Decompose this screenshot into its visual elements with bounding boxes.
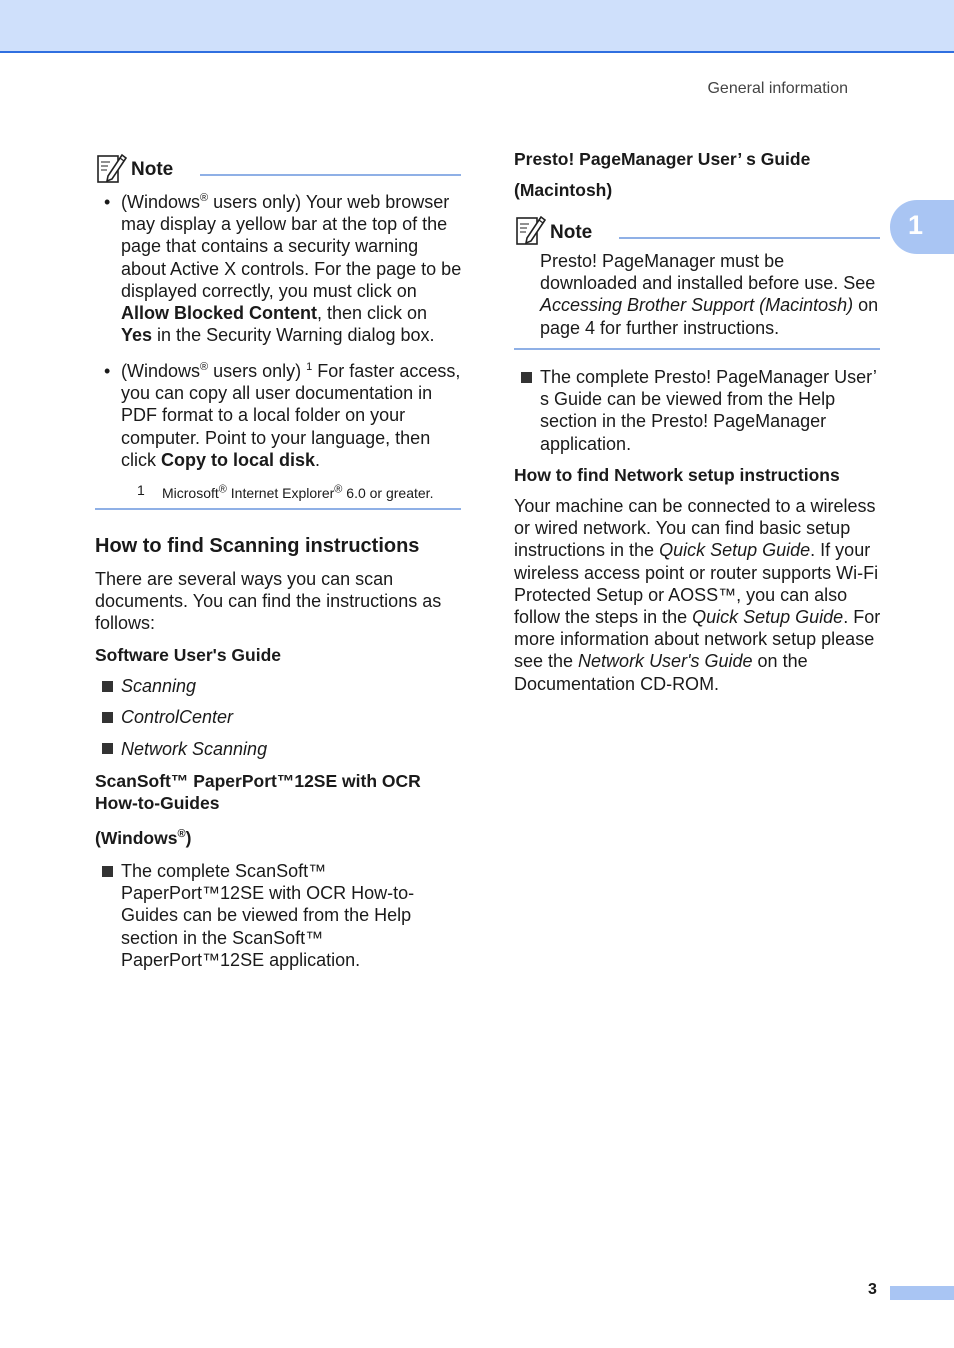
top-header-band	[0, 0, 954, 53]
software-item-scanning: Scanning	[121, 676, 197, 696]
software-item-controlcenter: ControlCenter	[121, 707, 234, 727]
presto-heading-line2: (Macintosh)	[514, 180, 613, 200]
chapter-tab	[890, 200, 954, 254]
network-paragraph: Your machine can be connected to a wireless or wired network. You can find basic setup instructions in the Quick Setup Guide. If your wireless access point or router supports Wi-Fi Protected Setup or AOSS™, you can also follow the steps in the Quick Setup Guide. For more information about network setup please see the Network User's Guide on the Documentation CD-ROM.	[514, 496, 881, 694]
note-top-rule	[619, 237, 880, 239]
note-pencil-icon	[96, 152, 128, 184]
scanning-intro: There are several ways you can scan documents. You can find the instructions as follows:	[95, 569, 442, 634]
running-head: General information	[707, 80, 848, 97]
presto-heading-line1: Presto! PageManager User’ s Guide	[514, 149, 811, 169]
software-item-network-scanning: Network Scanning	[121, 739, 268, 759]
scansoft-heading-line1: ScanSoft™ PaperPort™12SE with OCR	[95, 771, 421, 791]
software-guide-heading: Software User's Guide	[95, 645, 282, 665]
note-title: Note	[131, 159, 174, 180]
copy-to-local-disk-label: Copy to local disk	[161, 449, 316, 470]
footnote-number: 1	[137, 482, 145, 498]
scansoft-item: The complete ScanSoft™ PaperPort™12SE with OCR How-to-Guides can be viewed from the Help section in the ScanSoft™ PaperPort™12SE application.	[121, 861, 415, 970]
note-top-rule	[200, 174, 461, 176]
square-bullet	[102, 712, 113, 723]
scansoft-heading-line2: How-to-Guides	[95, 793, 220, 813]
note-pencil-icon	[515, 214, 547, 246]
presto-note-text: Presto! PageManager must be downloaded and installed before use. See Accessing Brother Support (Macintosh) on page 4 for further instructions.	[540, 251, 879, 338]
square-bullet	[102, 866, 113, 877]
yes-label: Yes	[121, 325, 153, 346]
square-bullet	[102, 681, 113, 692]
scanning-heading: How to find Scanning instructions	[95, 535, 420, 557]
note-title: Note	[550, 222, 593, 243]
note-bottom-rule	[95, 508, 461, 510]
presto-item: The complete Presto! PageManager User’ s Guide can be viewed from the Help section in the Presto! PageManager application.	[540, 367, 877, 454]
note-bottom-rule	[514, 348, 880, 350]
network-heading: How to find Network setup instructions	[514, 465, 840, 485]
windows-heading: (Windows®)	[95, 828, 192, 848]
note-bullet-1: (Windows® users only) Your web browser may display a yellow bar at the top of the page that contains a security warning about Active X controls. For the page to be displayed correctly, you must click on Allow Blocked Content, then click on Yes in the Security Warning dialog box.	[121, 192, 462, 346]
bullet-dot: •	[104, 192, 111, 212]
footnote-text: Microsoft® Internet Explorer® 6.0 or greater.	[162, 483, 434, 501]
page-number: 3	[868, 1281, 877, 1298]
bullet-dot: •	[104, 361, 111, 381]
note-bullet-2: (Windows® users only) $^1$ For faster access, you can copy all user documentation in PDF format to a local folder on your computer. Point to your language, then click Copy to local disk.	[121, 361, 461, 470]
chapter-number: 1	[908, 210, 924, 240]
square-bullet	[102, 743, 113, 754]
footnote-ref: 1	[306, 361, 313, 373]
allow-blocked-content-label: Allow Blocked Content	[121, 303, 318, 324]
page-number-bar	[890, 1286, 954, 1300]
square-bullet	[521, 372, 532, 383]
accessing-brother-support-ref: Accessing Brother Support (Macintosh)	[540, 295, 854, 316]
